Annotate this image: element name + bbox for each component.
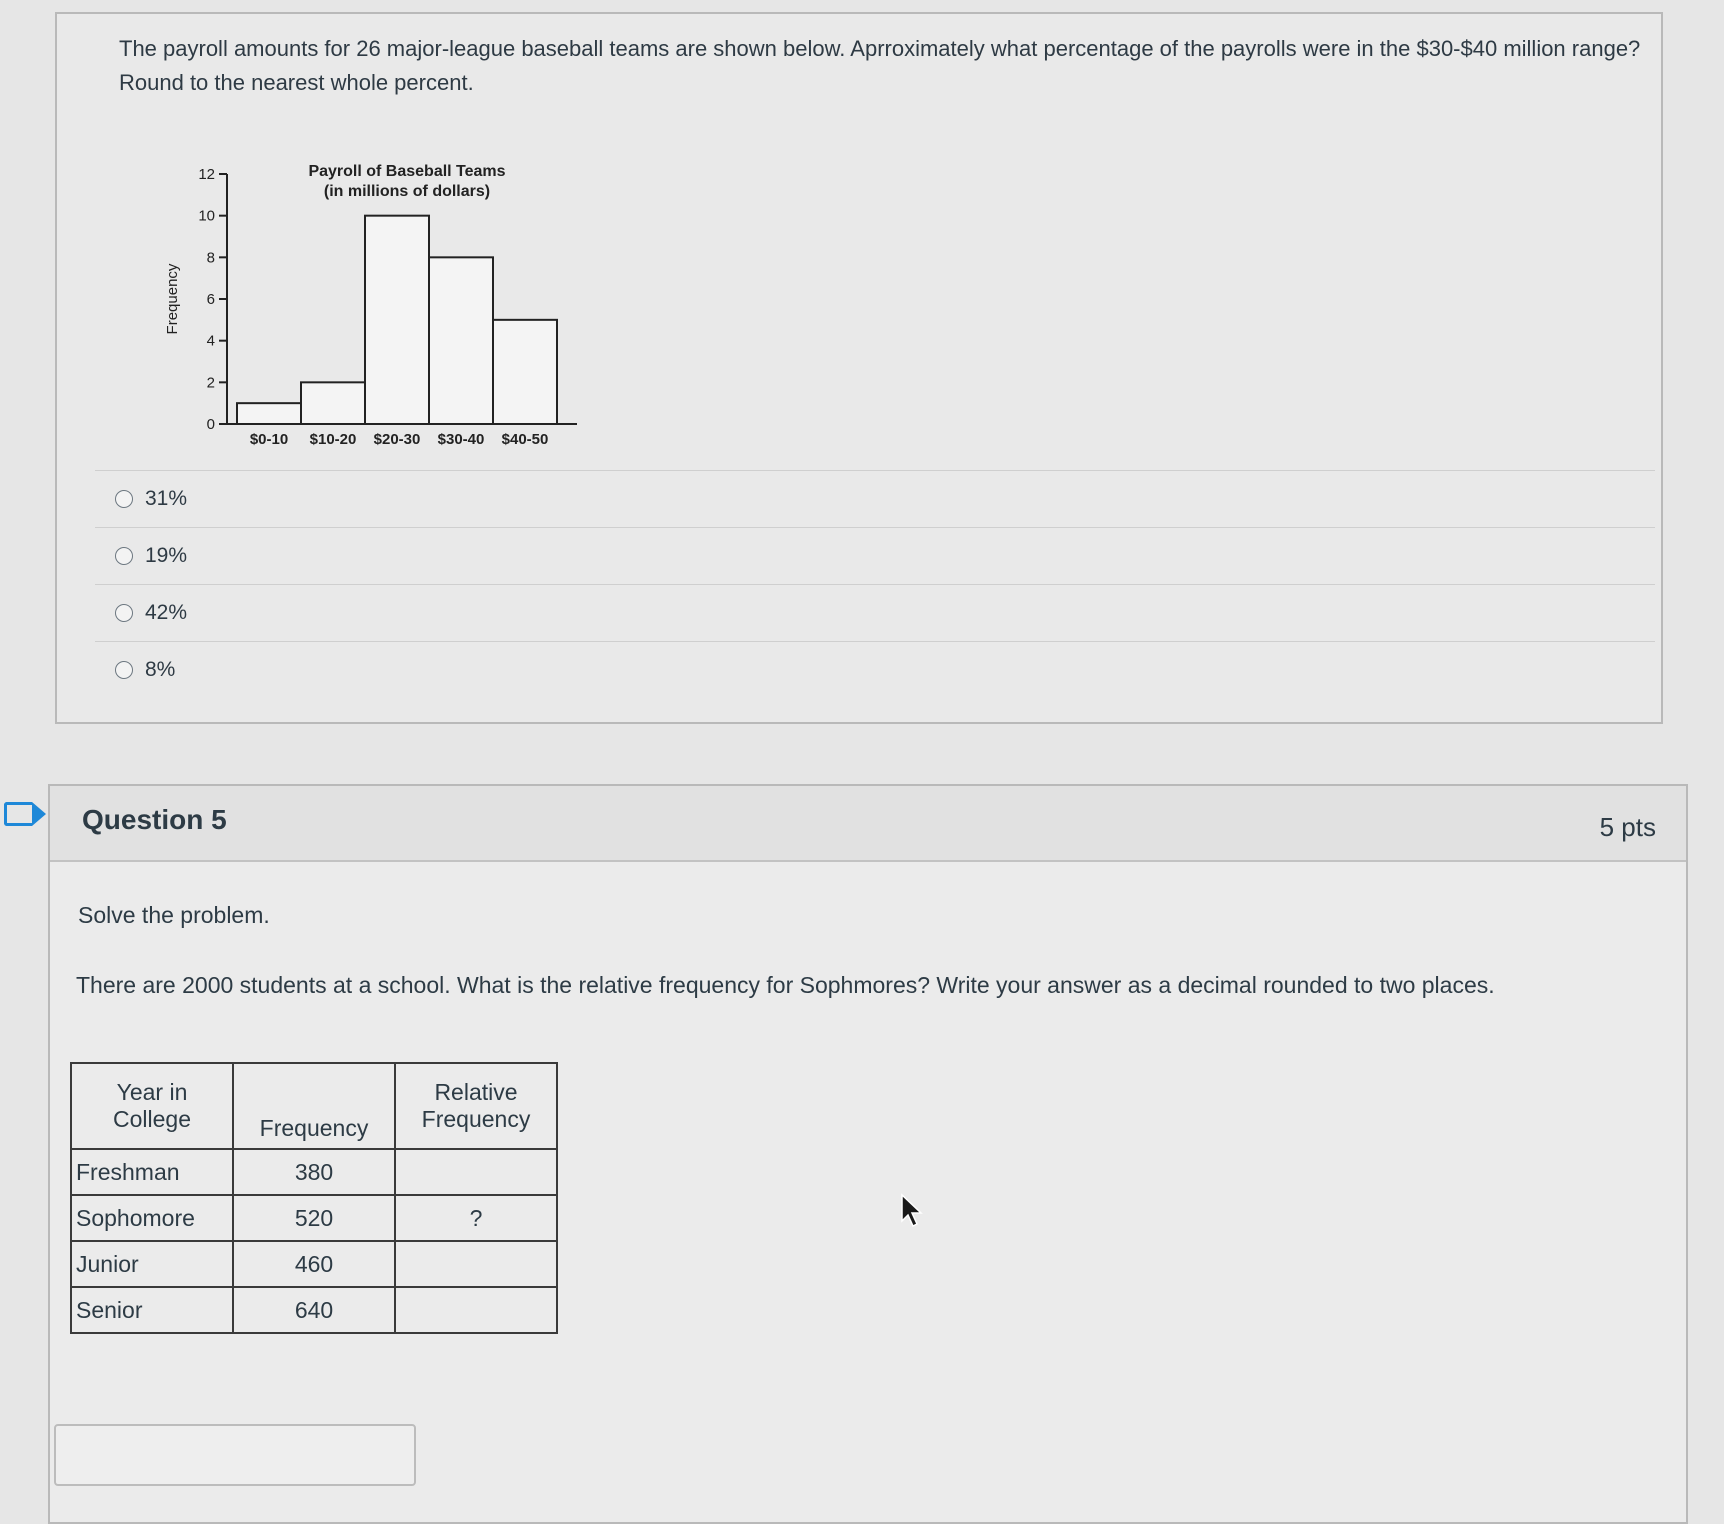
table-row <box>71 1287 557 1333</box>
table-cell <box>395 1241 557 1287</box>
table-cell: Senior <box>71 1287 233 1333</box>
frequency-table <box>70 1062 558 1334</box>
table-cell: 460 <box>233 1241 395 1287</box>
answer-option-8[interactable] <box>95 641 1655 698</box>
histogram-bar <box>237 403 301 424</box>
table-cell: 640 <box>233 1287 395 1333</box>
histogram-bar <box>429 257 493 424</box>
table-header: Year in College <box>71 1063 233 1149</box>
chart-subtitle: (in millions of dollars) <box>323 183 491 200</box>
table-cell: Junior <box>71 1241 233 1287</box>
question-4-text: The payroll amounts for 26 major-league baseball teams are shown below. Aprroximately what percentage of the payrolls were in the $30-$40 million range? Round to the nearest whole percent. <box>119 36 1641 95</box>
payroll-histogram <box>97 134 617 464</box>
table-row <box>71 1149 557 1195</box>
table-cell: ? <box>395 1195 557 1241</box>
histogram-bar <box>365 216 429 424</box>
answer-input[interactable] <box>54 1424 416 1486</box>
y-tick-label: 4 <box>206 332 215 350</box>
table-header-row <box>71 1063 557 1149</box>
table-cell: 520 <box>233 1195 395 1241</box>
x-tick-label: $20-30 <box>373 431 421 448</box>
x-tick-label: $30-40 <box>437 431 485 448</box>
table-row <box>71 1241 557 1287</box>
table-cell <box>395 1149 557 1195</box>
y-axis-label: Frequency <box>164 263 181 335</box>
question-5-points: 5 pts <box>1599 812 1656 842</box>
radio-button[interactable] <box>115 547 133 565</box>
answer-label: 8% <box>145 658 176 681</box>
answer-option-42[interactable] <box>95 584 1655 641</box>
answer-label: 42% <box>145 601 188 624</box>
table-cell: Freshman <box>71 1149 233 1195</box>
radio-button[interactable] <box>115 661 133 679</box>
question-5-header <box>50 786 1686 862</box>
question-5-card <box>48 784 1688 1524</box>
table-cell <box>395 1287 557 1333</box>
histogram-bar <box>493 320 557 424</box>
table-header: Relative Frequency <box>395 1063 557 1149</box>
y-tick-label: 0 <box>206 416 215 433</box>
table-cell: Sophomore <box>71 1195 233 1241</box>
question-5-text: There are 2000 students at a school. What is the relative frequency for Sophmores? Write your answer as a decimal rounded to two places. <box>76 972 1495 998</box>
x-tick-label: $40-50 <box>501 431 549 448</box>
question-5-title: Question 5 <box>82 804 227 835</box>
question-4-card <box>55 12 1663 724</box>
table-header: Frequency <box>233 1063 395 1149</box>
radio-button[interactable] <box>115 490 133 508</box>
answer-option-19[interactable] <box>95 527 1655 584</box>
table-row <box>71 1195 557 1241</box>
table-cell: 380 <box>233 1149 395 1195</box>
x-tick-label: $0-10 <box>249 431 289 448</box>
y-tick-label: 2 <box>206 374 215 392</box>
mouse-cursor-icon <box>900 1193 926 1229</box>
y-tick-label: 6 <box>206 291 215 308</box>
radio-button[interactable] <box>115 604 133 622</box>
chart-title: Payroll of Baseball Teams <box>308 163 506 180</box>
x-tick-label: $10-20 <box>309 431 357 448</box>
histogram-bar <box>301 382 365 424</box>
answer-label: 31% <box>145 487 188 510</box>
y-tick-label: 10 <box>198 207 215 225</box>
y-tick-label: 12 <box>198 166 215 183</box>
question-5-instruction: Solve the problem. <box>78 902 270 928</box>
answer-options <box>95 470 1655 698</box>
answer-option-31[interactable] <box>95 470 1655 527</box>
y-tick-label: 8 <box>206 249 215 267</box>
answer-label: 19% <box>145 544 188 567</box>
flag-question-icon[interactable] <box>4 802 32 826</box>
